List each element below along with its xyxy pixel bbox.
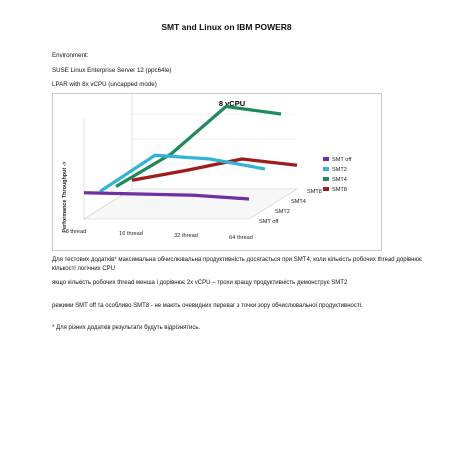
legend-swatch (323, 157, 329, 161)
paragraph-smt2: якщо кількість робочих thread менша і дорівнює 2x vCPU – трохи кращу продуктивність демонструє SMT2 (52, 280, 348, 286)
paragraph-smt-off-smt8: режими SMT off та особливо SMT8 - не мають очевидних переваг з точки зору обчислювальної продуктивності. (52, 303, 363, 309)
legend-label: SMT off (332, 157, 352, 163)
os-line: SUSE Linux Enterprise Server 12 (ppc64le) (52, 67, 172, 74)
document-title: SMT and Linux on IBM POWER8 (161, 22, 292, 32)
legend-label: SMT4 (332, 177, 347, 183)
depth-tick-label: SMT off (259, 219, 279, 225)
x-tick-label: 64 thread (229, 235, 253, 241)
x-tick-label: 16 thread (119, 231, 143, 237)
depth-tick-label: SMT8 (307, 189, 322, 195)
y-axis-label: Performance Throughput -> (62, 161, 68, 233)
legend-swatch (323, 177, 329, 181)
lpar-line: LPAR with 8x vCPU (uncapped mode) (52, 81, 157, 88)
depth-tick-label: SMT4 (291, 199, 306, 205)
x-tick-label: 32 thread (174, 233, 198, 239)
paragraph-footnote: * Для різних додатків результати будуть відрізнятись. (52, 325, 201, 331)
legend-swatch (323, 187, 329, 191)
depth-tick-label: SMT2 (275, 209, 290, 215)
chart-title: 8 vCPU (218, 99, 246, 108)
paragraph-smt4: Для тестових додатків* максимальна обчислювальна продуктивність досягається при SMT4, коли кількість робочих thread дорівнює кількості логічних CPU (52, 257, 422, 272)
legend-label: SMT2 (332, 167, 347, 173)
legend-label: SMT8 (332, 187, 347, 193)
performance-chart (52, 93, 382, 251)
x-tick-label: 8 thread (65, 229, 87, 235)
legend-swatch (323, 167, 329, 171)
environment-label: Environment: (52, 52, 89, 59)
